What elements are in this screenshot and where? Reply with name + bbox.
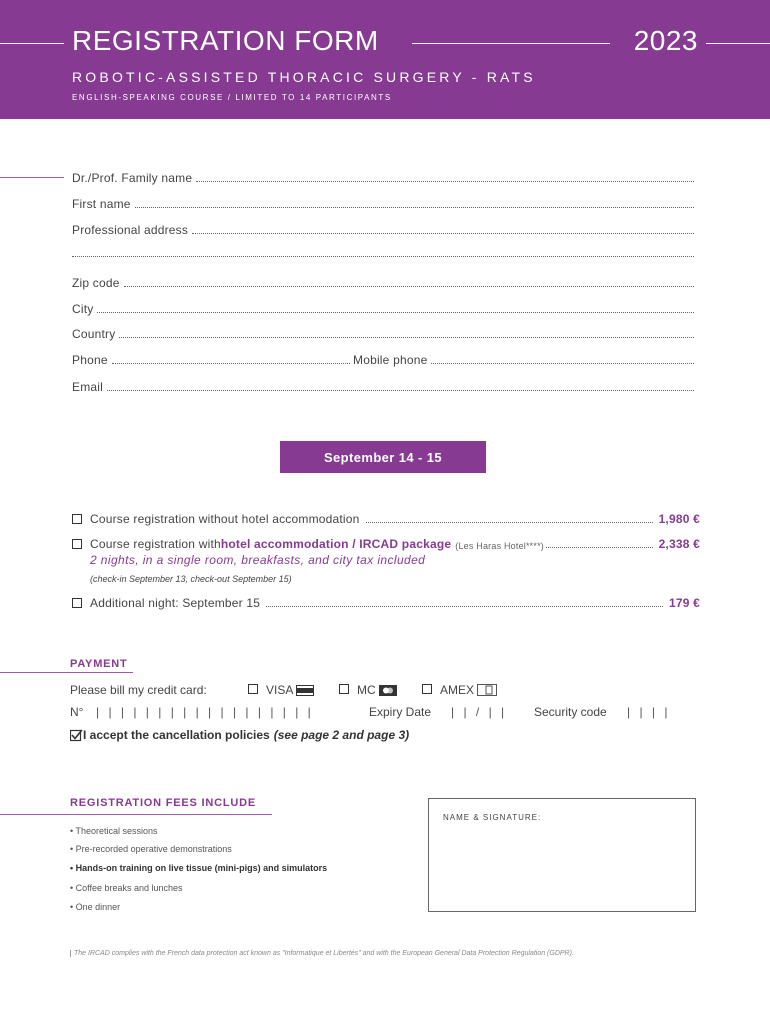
city-field[interactable] [72,302,694,316]
option-no-hotel-label: Course registration without hotel accommodation [90,512,360,526]
course-title: ROBOTIC-ASSISTED THORACIC SURGERY - RATS [72,69,536,85]
option-hotel-checkbox[interactable] [72,539,82,549]
option-no-hotel[interactable] [72,512,700,526]
family-name-field[interactable] [72,171,694,185]
header-rule-left [0,43,64,44]
option-hotel-price: 2,338 € [658,537,700,551]
zip-label: Zip code [72,276,120,290]
first-name-label: First name [72,197,131,211]
expiry-label: Expiry Date [369,705,432,719]
mastercard-icon [379,685,397,696]
visa-option[interactable] [248,683,314,697]
security-code-input[interactable]: | | | | [627,705,671,719]
address-label: Professional address [72,223,189,237]
visa-checkbox[interactable] [248,684,258,694]
mc-checkbox[interactable] [339,684,349,694]
option-extra-night-checkbox[interactable] [72,598,82,608]
email-field[interactable] [72,380,694,394]
accept-checkbox-checked-icon[interactable] [70,729,83,742]
mc-label: MC [357,683,376,697]
expiry-input[interactable]: | | / | | [451,705,508,719]
form-title: REGISTRATION FORM [72,25,379,56]
fee-item: • One dinner [70,902,121,912]
email-label: Email [72,380,104,394]
country-label: Country [72,327,116,341]
option-hotel-package: hotel accommodation / IRCAD package [220,537,452,551]
mc-option[interactable] [339,683,397,697]
section-rule [0,177,64,178]
option-hotel[interactable] [72,537,700,551]
visa-label: VISA [266,683,294,697]
address-line-2[interactable] [72,256,694,257]
amex-label: AMEX [440,683,475,697]
accept-label: I accept the cancellation policies [83,728,270,742]
amex-card-icon [477,684,497,696]
option-hotel-name: (Les Haras Hotel****) [455,541,544,551]
option-hotel-detail: 2 nights, in a single room, breakfasts, and city tax included [90,553,426,567]
option-hotel-label: Course registration with [90,537,221,551]
option-extra-night-label: Additional night: September 15 [90,596,261,610]
header-rule-middle [412,43,610,44]
family-name-label: Dr./Prof. Family name [72,171,193,185]
option-no-hotel-checkbox[interactable] [72,514,82,524]
header-rule-right [706,43,770,44]
course-date-box: September 14 - 15 [280,441,486,473]
gdpr-footer: The IRCAD complies with the French data protection act known as "Informatique et Libertés" and with the European General Data Protection Regulation (GDPR). [70,950,574,957]
course-subtitle: ENGLISH-SPEAKING COURSE / LIMITED TO 14 PARTICIPANTS [72,93,392,102]
option-no-hotel-price: 1,980 € [658,512,700,526]
mobile-field[interactable] [353,353,694,367]
option-extra-night[interactable] [72,596,700,610]
option-hotel-note: (check-in September 13, check-out September 15) [90,574,292,584]
visa-card-icon [296,685,314,696]
accept-pages-note: (see page 2 and page 3) [273,728,410,742]
fees-rule [0,814,272,815]
zip-field[interactable] [72,276,694,290]
payment-heading: PAYMENT [70,658,128,670]
fees-heading: REGISTRATION FEES INCLUDE [70,797,257,809]
fee-item: • Hands-on training on live tissue (mini-pigs) and simulators [70,863,328,873]
card-number-label: N° [70,705,84,719]
country-field[interactable] [72,327,694,341]
signature-label: NAME & SIGNATURE: [443,813,542,822]
card-select-row [70,683,207,697]
amex-option[interactable] [422,683,497,697]
mobile-label: Mobile phone [353,353,428,367]
security-code-label: Security code [534,705,607,719]
bill-card-label: Please bill my credit card: [70,683,207,697]
accept-policies[interactable] [70,728,409,742]
payment-rule [0,672,133,673]
option-extra-night-price: 179 € [668,596,700,610]
city-label: City [72,302,94,316]
fee-item: • Pre-recorded operative demonstrations [70,844,232,854]
address-field[interactable] [72,223,694,237]
form-year: 2023 [633,25,698,56]
phone-label: Phone [72,353,108,367]
card-number-input[interactable]: | | | | | | | | | | | | | | | | | | [96,705,314,719]
fee-item: • Theoretical sessions [70,826,158,836]
first-name-field[interactable] [72,197,694,211]
amex-checkbox[interactable] [422,684,432,694]
phone-field[interactable] [72,353,350,367]
fee-item: • Coffee breaks and lunches [70,883,183,893]
